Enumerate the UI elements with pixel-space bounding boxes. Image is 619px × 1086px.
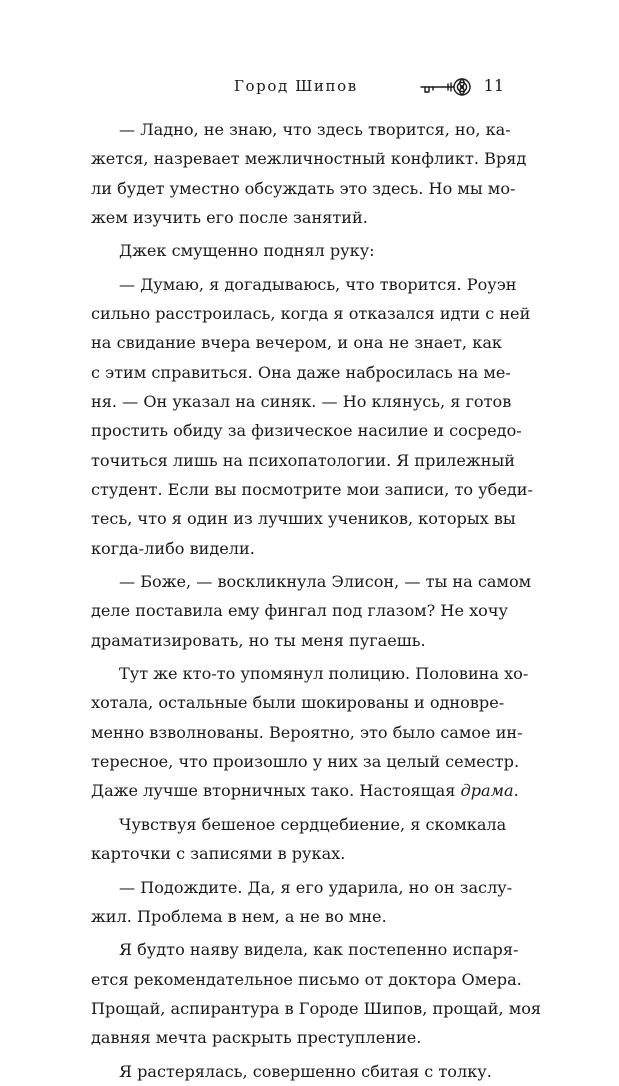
text-line: давняя мечта раскрыть преступление.	[91, 1028, 422, 1048]
text-line: сильно расстроилась, когда я отказался идти с ней	[91, 304, 531, 324]
text-line: ня. — Он указал на синяк. — Но клянусь, я готов	[91, 392, 512, 412]
text-line: Я будто наяву видела, как постепенно испаря-	[119, 940, 519, 960]
text-fragment: Даже лучше вторничных тако. Настоящая	[91, 781, 461, 801]
italic-emphasis: драма	[460, 781, 514, 801]
text-line: ется рекомендательное письмо от доктора Омера.	[91, 969, 522, 989]
text-line: Прощай, аспирантура в Городе Шипов, прощай, моя	[91, 998, 542, 1018]
body-text	[91, 115, 542, 1086]
text-line: на свидание вчера вечером, и она не знает, как	[91, 333, 502, 353]
text-line: Чувствуя бешеное сердцебиение, я скомкала	[119, 814, 507, 834]
text-line: Я растерялась, совершенно сбитая с толку.	[119, 1061, 492, 1081]
text-line: — Думаю, я догадываюсь, что творится. Роуэн	[119, 274, 517, 294]
text-line: Джек смущенно поднял руку:	[119, 241, 375, 261]
text-line: ли будет уместно обсуждать это здесь. Но мы мо-	[91, 178, 516, 198]
text-line: жется, назревает межличностный конфликт. Вряд	[91, 149, 527, 169]
running-head	[234, 74, 504, 98]
running-title: Город Шипов	[234, 77, 358, 95]
text-line: простить обиду за физическое насилие и сосредо-	[91, 421, 522, 441]
text-line: студент. Если вы посмотрите мои записи, то убеди-	[91, 479, 533, 499]
text-line: карточки с записями в руках.	[91, 844, 346, 864]
page-number: 11	[483, 76, 504, 95]
text-line: — Подождите. Да, я его ударила, но он заслу-	[119, 877, 513, 897]
text-line: с этим справиться. Она даже набросилась на ме-	[91, 362, 511, 382]
text-line	[91, 776, 519, 805]
text-line: менно взволнованы. Вероятно, это было самое ин-	[91, 722, 523, 742]
text-line: точиться лишь на психопатологии. Я прилежный	[91, 450, 515, 470]
text-line: — Ладно, не знаю, что здесь творится, но, ка-	[119, 120, 511, 139]
text-fragment: .	[513, 781, 519, 801]
text-line: хотала, остальные были шокированы и одновре-	[91, 693, 505, 713]
text-line: когда-либо видели.	[91, 538, 255, 558]
text-line: — Боже, — воскликнула Элисон, — ты на самом	[119, 572, 532, 592]
text-line: жем изучить его после занятий.	[91, 207, 368, 227]
text-line: жил. Проблема в нем, а не во мне.	[91, 906, 387, 926]
text-line: драматизировать, но ты меня пугаешь.	[91, 630, 426, 650]
text-line: деле поставила ему фингал под глазом? Не хочу	[91, 601, 508, 621]
text-line: тересное, что произошло у них за целый семестр.	[91, 751, 520, 771]
text-line: тесь, что я один из лучших учеников, которых вы	[91, 509, 516, 529]
key-icon	[420, 75, 472, 97]
text-line: Тут же кто-то упомянул полицию. Половина хо-	[119, 664, 529, 684]
